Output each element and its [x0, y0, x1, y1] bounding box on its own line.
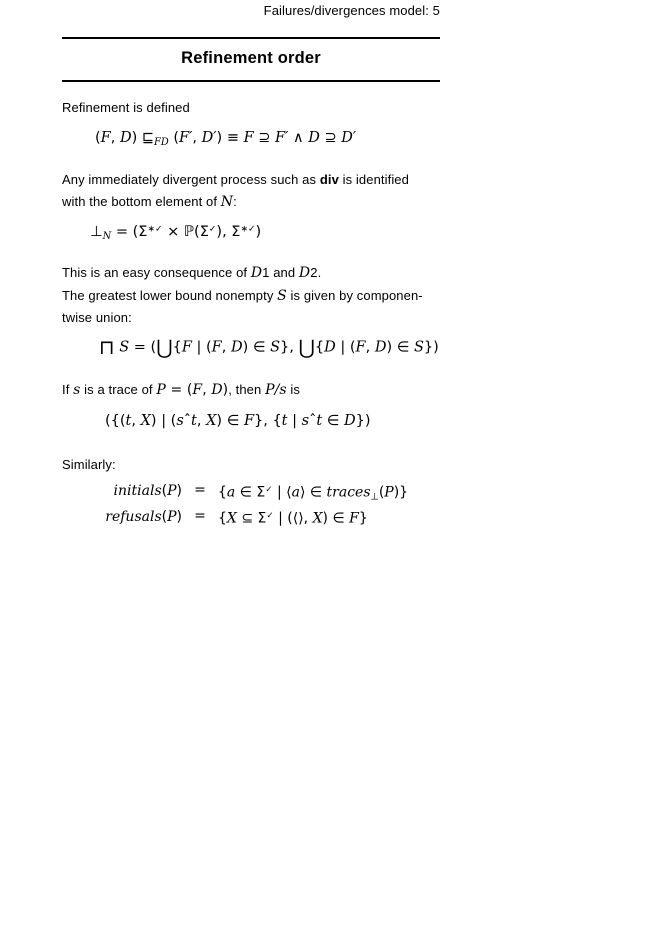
equation-rhs-initials: {a ∈ Σ✓ | ⟨a⟩ ∈ traces$_\perp$(P)}	[218, 484, 409, 503]
equals-sign: =	[194, 482, 206, 498]
title-rule-bottom	[62, 80, 440, 82]
formula-refinement-order: (F, D) $⊑_{FD}$ (F′, D′) ≡ F ⊇ F′ ∧ D ⊇ D′	[95, 130, 357, 149]
formula-componentwise-union: ⊓ S = (⋃{F | (F, D) ∈ S}, ⋃{D | (F, D) ∈ S})	[99, 335, 439, 359]
page-title: Refinement order	[181, 49, 321, 67]
equation-lhs-refusals: refusals(P)	[105, 508, 182, 525]
title-rule-top	[62, 37, 440, 39]
page-header: Failures/divergences model: 5	[263, 3, 440, 18]
paragraph-consequence-d1-d2: This is an easy consequence of D1 and D2.	[62, 265, 322, 281]
equation-lhs-initials: initials(P)	[113, 483, 182, 499]
paragraph-greatest-lower-bound: The greatest lower bound nonempty S is given by componen- twise union:	[62, 288, 423, 325]
equals-sign: =	[194, 507, 206, 524]
paragraph-refinement-defined: Refinement is defined	[62, 100, 190, 115]
paragraph-divergent-process: Any immediately divergent process such as div is identified with the bottom element of N:	[62, 172, 409, 210]
paragraph-similarly: Similarly:	[62, 457, 116, 472]
formula-p-after-s: ({(t, X) | (sˆt, X) ∈ F}, {t | sˆt ∈ D})	[105, 413, 371, 429]
equations-initials-refusals	[62, 481, 440, 529]
formula-bottom-element: $\perp_N = (\Sigma^{∗✓}$ × ℙ(Σ✓), Σ∗✓)	[90, 224, 262, 243]
equation-rhs-refusals: {X ⊆ Σ✓ | (⟨⟩, X) ∈ F}	[218, 510, 368, 527]
paragraph-trace-of-p: If s is a trace of P = (F, D), then P/s is	[62, 382, 300, 398]
